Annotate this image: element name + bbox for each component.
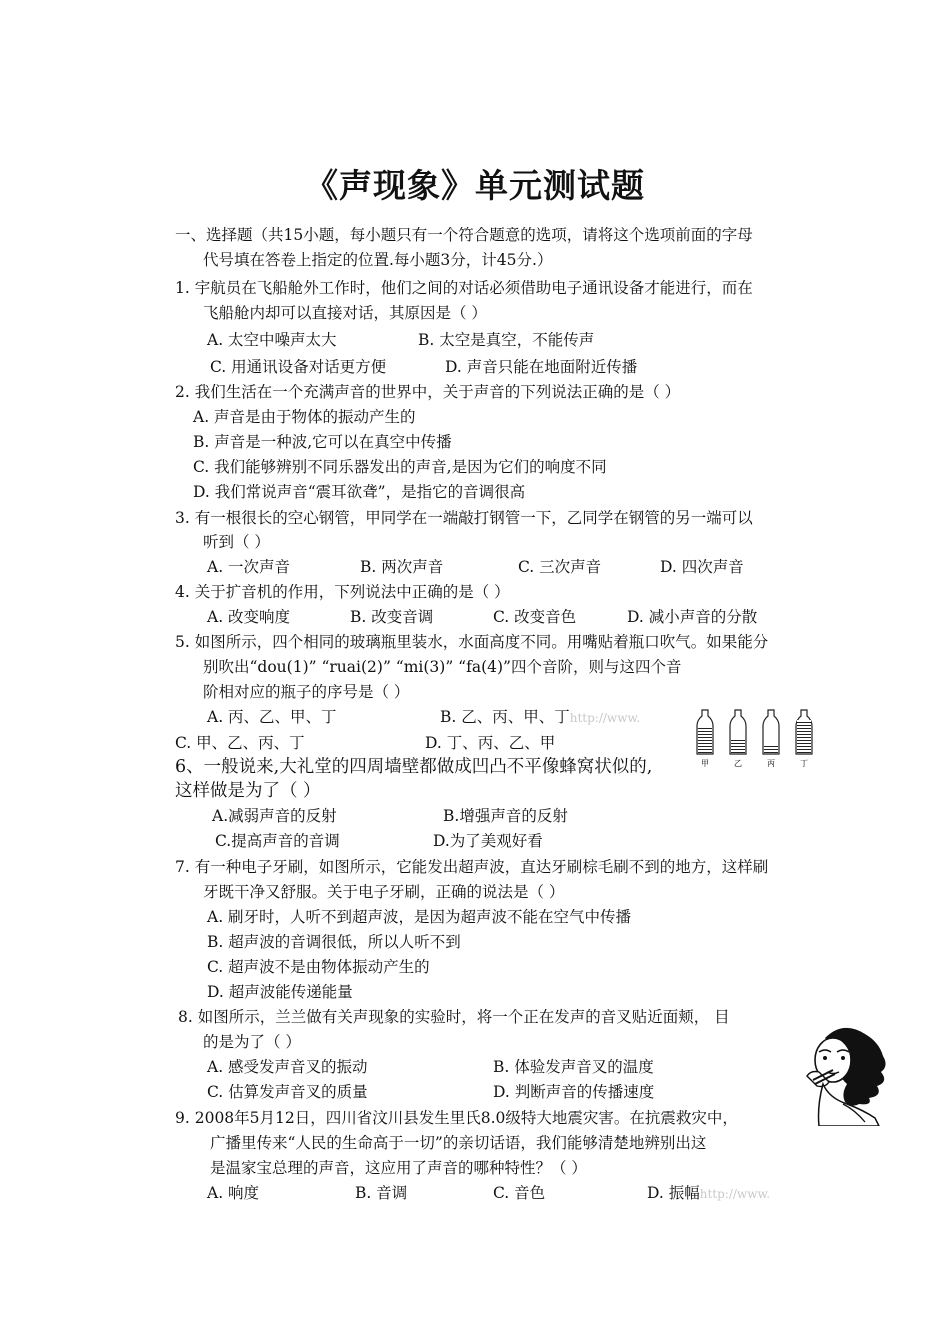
- q7-option-d: D. 超声波能传递能量: [207, 983, 353, 1001]
- q7-option-c: C. 超声波不是由物体振动产生的: [207, 958, 430, 976]
- q3-option-b: B. 两次声音: [360, 558, 444, 576]
- q3-stem-line1: 3. 有一根很长的空心钢管，甲同学在一端敲打钢管一下，乙同学在钢管的另一端可以: [175, 509, 753, 527]
- q8-stem-line1: 8. 如图所示，兰兰做有关声现象的实验时，将一个正在发声的音叉贴近面颊， 目: [178, 1008, 730, 1026]
- q1-option-a: A. 太空中噪声太大: [207, 331, 337, 349]
- q9-option-b: B. 音调: [355, 1184, 408, 1202]
- q5-option-c: C. 甲、乙、丙、丁: [175, 734, 305, 752]
- q9-stem-line1: 9. 2008年5月12日，四川省汶川县发生里氏8.0级特大地震灾害。在抗震救灾中，: [175, 1109, 738, 1127]
- q2-option-b: B. 声音是一种波,它可以在真空中传播: [193, 433, 452, 451]
- q8-option-d: D. 判断声音的传播速度: [493, 1083, 655, 1101]
- q4-option-a: A. 改变响度: [207, 608, 291, 626]
- q1-option-b: B. 太空是真空，不能传声: [418, 331, 595, 349]
- q9-option-c: C. 音色: [493, 1184, 546, 1202]
- q9-stem-line2: 广播里传来“人民的生命高于一切”的亲切话语，我们能够清楚地辨别出这: [210, 1134, 707, 1152]
- q2-option-c: C. 我们能够辨别不同乐器发出的声音,是因为它们的响度不同: [193, 458, 607, 476]
- q2-option-a: A. 声音是由于物体的振动产生的: [193, 408, 416, 426]
- q3-option-c: C. 三次声音: [518, 558, 602, 576]
- q6-option-d: D.为了美观好看: [433, 832, 543, 850]
- q1-option-d: D. 声音只能在地面附近传播: [445, 358, 638, 376]
- watermark-text: http://www.: [699, 1187, 771, 1201]
- q2-option-d: D. 我们常说声音“震耳欲聋”，是指它的音调很高: [193, 483, 526, 501]
- bottle-bing: [763, 710, 779, 754]
- bottles-figure: [693, 706, 823, 776]
- q9-stem-line3: 是温家宝总理的声音，这应用了声音的哪种特性？（ ）: [210, 1159, 587, 1177]
- q3-option-d: D. 四次声音: [660, 558, 744, 576]
- q2-stem-line1: 2. 我们生活在一个充满声音的世界中，关于声音的下列说法正确的是（ ）: [175, 383, 681, 401]
- bottle-label: 甲: [701, 759, 709, 768]
- tuning-fork-girl-figure: [803, 1022, 889, 1130]
- q7-stem-line2: 牙既干净又舒服。关于电子牙刷，正确的说法是（ ）: [203, 883, 565, 901]
- q1-stem-line2: 飞船舱内却可以直接对话，其原因是（ ）: [203, 304, 487, 322]
- bottle-label: 乙: [734, 759, 742, 768]
- q4-stem-line1: 4. 关于扩音机的作用，下列说法中正确的是（ ）: [175, 583, 510, 601]
- q8-stem-line2: 的是为了（ ）: [203, 1033, 301, 1051]
- q4-option-c: C. 改变音色: [493, 608, 577, 626]
- q1-stem-line1: 1. 宇航员在飞船舱外工作时，他们之间的对话必须借助电子通讯设备才能进行，而在: [175, 279, 753, 297]
- q4-option-d: D. 减小声音的分散: [627, 608, 758, 626]
- q6-option-a: A.减弱声音的反射: [212, 807, 337, 825]
- q7-stem-line1: 7. 有一种电子牙刷，如图所示，它能发出超声波，直达牙刷棕毛刷不到的地方，这样刷: [175, 858, 769, 876]
- q9-option-a: A. 响度: [207, 1184, 260, 1202]
- q8-option-b: B. 体验发声音叉的温度: [493, 1058, 654, 1076]
- bottle-jia: [697, 710, 713, 754]
- q8-option-a: A. 感受发声音叉的振动: [207, 1058, 368, 1076]
- bottle-label: 丙: [767, 759, 775, 768]
- q5-option-d: D. 丁、丙、乙、甲: [425, 734, 556, 752]
- q9-option-d: D. 振幅http://www.: [647, 1184, 771, 1202]
- watermark-text: http://www.: [569, 711, 641, 725]
- q5-stem-line2: 别吹出“dou(1)” “ruai(2)” “mi(3)” “fa(4)”四个音阶，则与这四个音: [203, 658, 682, 676]
- section-instructions-line2: 代号填在答卷上指定的位置.每小题3分，计45分.）: [203, 251, 553, 269]
- q5-stem-line3: 阶相对应的瓶子的序号是（ ）: [203, 683, 410, 701]
- q7-option-a: A. 刷牙时，人听不到超声波，是因为超声波不能在空气中传播: [207, 908, 632, 926]
- q8-option-c: C. 估算发声音叉的质量: [207, 1083, 368, 1101]
- q6-stem-line1: 6、一般说来,大礼堂的四周墙壁都做成凹凸不平像蜂窝状似的,: [175, 757, 653, 777]
- q3-stem-line2: 听到（ ）: [203, 533, 270, 551]
- q5-option-a: A. 丙、乙、甲、丁: [207, 708, 337, 726]
- q5-option-b: B. 乙、丙、甲、丁http://www.: [440, 708, 641, 726]
- q4-option-b: B. 改变音调: [350, 608, 434, 626]
- page-title: 《声现象》单元测试题: [305, 166, 645, 205]
- q1-option-c: C. 用通讯设备对话更方便: [210, 358, 387, 376]
- q5-stem-line1: 5. 如图所示，四个相同的玻璃瓶里装水，水面高度不同。用嘴贴着瓶口吹气。如果能分: [175, 633, 769, 651]
- section-instructions-line1: 一、选择题（共15小题，每小题只有一个符合题意的选项，请将这个选项前面的字母: [175, 226, 753, 244]
- q6-stem-line2: 这样做是为了（ ）: [175, 781, 321, 801]
- bottle-ding: [796, 710, 812, 754]
- bottle-yi: [730, 710, 746, 754]
- q6-option-b: B.增强声音的反射: [443, 807, 568, 825]
- bottle-label: 丁: [800, 759, 808, 768]
- q6-option-c: C.提高声音的音调: [215, 832, 340, 850]
- q7-option-b: B. 超声波的音调很低，所以人听不到: [207, 933, 461, 951]
- q3-option-a: A. 一次声音: [207, 558, 291, 576]
